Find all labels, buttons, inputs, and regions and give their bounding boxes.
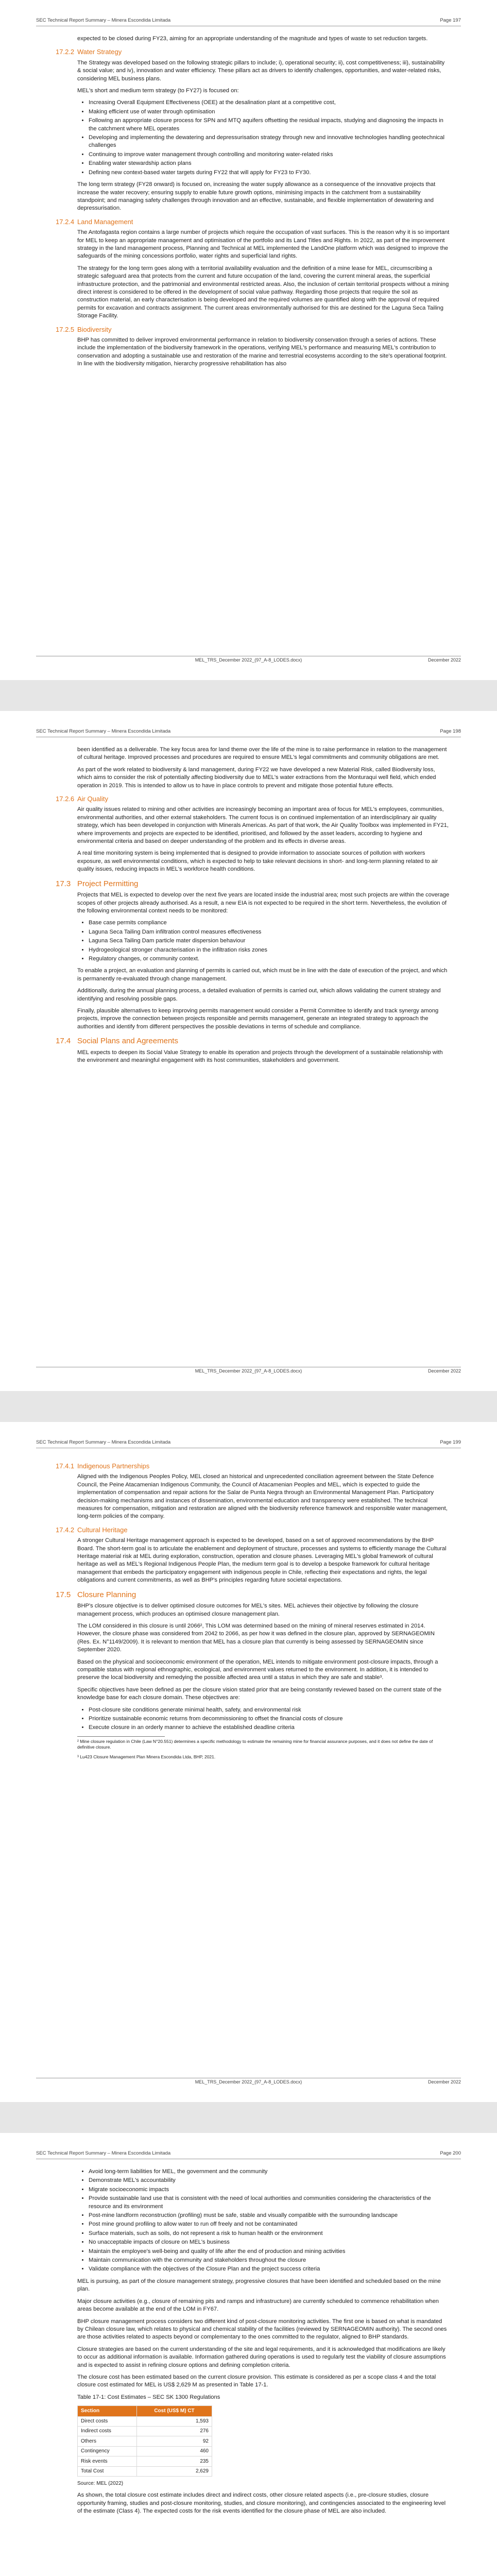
paragraph: The strategy for the long term goes along with a territorial availability evaluation and the definition of a mine lease for MEL, circumscribing a strategic safeguard area that protects from the current and future occupation of the land, covering the current mineral areas, the superficial infrastructure protection, and the patrimonial and environmental restricted areas. Also, the inclusion of certain territorial prospects without a mining direct interest is considered to be offered in the development of social value pathway. Regarding those projects that require the soil as construction material, an early characterisation is being developed and the required volumes are quantified along with the approval of required permits for excavation and contracts assignment. The current areas environmentally authorised for this are destined for the Laguna Seca Tailing Storage Facility. [77,265,449,319]
section-number: 17.4.1 [56,1462,75,1470]
header-title: SEC Technical Report Summary – Minera Escondida Limitada [36,728,171,734]
footnote-rule [77,1736,165,1737]
section-number: 17.2.5 [56,325,75,333]
table-cell-cost: 1,593 [136,2416,212,2426]
section-title: Air Quality [77,795,108,803]
bullet-item: • No unacceptable impacts of closure on MEL's business [89,2239,450,2246]
paragraph: MEL expects to deepen its Social Value Strategy to enable its operation and projects through the development of a sustainable relationship with the environment and meaningful engagement with its host communities, stakeholders and government. [77,1049,443,1063]
bullet-item: • Hydrogeological stronger characterisation in the infiltration risks zones [89,946,450,954]
section-heading [56,880,450,888]
table-cell-cost: 92 [136,2436,212,2446]
paragraph: Based on the physical and socioeconomic environment of the operation, MEL intends to mitigate environment post-closure impacts, through a compatible status with regional ethnographic, ecological, and environment values returned to the environment. In addition, it is intended to preserve the local biodiversity and remedying the possible affected area until a status in which they are safe and stable³. [77,1658,438,1681]
page-header [36,1439,461,1447]
paragraph: A stronger Cultural Heritage management approach is expected to be developed, based on a set of approved recommendations by the BHP Board. The short-term goal is to articulate the enablement and deployment of structure, processes and systems to efficiently manage the Cultural Heritage material risk at MEL during exploration, construction, operation and closure phases. Leveraging MEL's global framework of cultural heritage as well as MEL's Regional Indigenous People Plan, the medium term goal is to develop a bespoke framework for cultural heritage management that embeds the participatory engagement with indigenous people in Chile, reflecting their expectations and rights, the legal obligations and current commitments, as well as BHP's principles regarding future societal expectations. [77,1537,447,1584]
paragraph: Projects that MEL is expected to develop over the next five years are located inside the industrial area; most such projects are within the coverage scopes of other projects already authorised. As a result, a new EIA is not expected to be required in the short term. Nevertheless, the evolution of the following environmental context needs to be monitored: [77,892,450,914]
footer-date: December 2022 [427,1368,461,1374]
bullet-item: • Demonstrate MEL's accountability [89,2177,450,2184]
paragraph: As part of the work related to biodiversity & land management, during FY22 we have developed a new Material Risk, called Biodiversity loss, which aims to consider the risk of potentially affecting biodiversity due to MEL's water extractions from the Monturaqui well field, which ended operation in 2019. This is intended to allow us to have in place controls to prevent and mitigate those potential future effects. [77,766,436,789]
bullet-item: • Following an appropriate closure process for SPN and MTQ aquifers offsetting the residual impacts, studying and diagnosing the impacts in the catchment where MEL operates [89,117,450,133]
bullet-item: • Maintain the employee's well-being and quality of life after the end of production and mining activities [89,2248,450,2256]
bullet-item: • Avoid long-term liabilities for MEL, the government and the community [89,2168,450,2176]
section-number: 17.4.2 [56,1526,75,1534]
section-number: 17.3 [56,879,71,888]
header-title: SEC Technical Report Summary – Minera Escondida Limitada [36,2150,171,2156]
paragraph: Aligned with the Indigenous Peoples Policy, MEL closed an historical and unprecedented conciliation agreement between the State Defence Council, the Peine Atacamenian Indigenous Community, the Council of Atacamenian Peoples and MEL, which is expected to guide the implementation of compensation and repair actions for the Salar de Punta Negra through an Environmental Management Plan. Participatory decision-making mechanisms and instances of dissemination, environmental education and transparency were established. The technical measures for compensation, mitigation and restoration are aligned with the biodiversity reference framework and responsible water management, long-term policies of the company. [77,1473,448,1520]
paragraph: Air quality issues related to mining and other activities are increasingly becoming an important area of focus for MEL's employees, communities, environmental authorities, and other external stakeholders. The current focus is on continued implementation of an interdisciplinary air quality strategy, which has been developed in conjunction with Minerals Americas. As part of that work, the Air Quality Toolbox was implemented in FY21, where improvements and projects are expected to be identified, prioritised, and followed by the asset leaders, according to hygiene and environmental criteria and based on deeper understanding of the problem and its effects in diverse areas. [77,806,449,845]
page-footer [36,1368,461,1376]
footer-filename: MEL_TRS_December 2022_(97_A-8_LODES.docx) [195,2079,302,2084]
page-body [56,746,450,1069]
bullet-item: • Making efficient use of water through optimisation [89,108,450,116]
section-heading [56,1591,450,1599]
bullet-item: • Provide sustainable land use that is consistent with the need of local authorities and communities considering the characteristics of the resource and its environment [89,2195,450,2211]
table-cell-section: Indirect costs [78,2426,137,2436]
section-title: Land Management [77,217,133,226]
page-header [36,18,461,25]
table-cell-cost: 276 [136,2426,212,2436]
page-number: Page 197 [440,18,461,23]
paragraph: To enable a project, an evaluation and planning of permits is carried out, which must be in line with the date of execution of the project, and which is permanently re-evaluated through change management. [77,968,448,982]
section-title: Biodiversity [77,325,112,333]
footnote: ² Mine closure regulation in Chile (Law N°20.551) determines a specific methodology to estimate the remaining mine for financial assurance purposes, and it does not define the date of definitive closure. [77,1738,433,1750]
section-title: Cultural Heritage [77,1526,128,1534]
bullet-item: • Increasing Overall Equipment Effectiveness (OEE) at the desalination plant at a competitive cost, [89,99,450,107]
bullet-item: • Migrate socioeconomic impacts [89,2186,450,2194]
bullet-item: • Post-closure site conditions generate minimal health, safety, and environmental risk [89,1706,450,1714]
table-cell-section: Direct costs [78,2416,137,2426]
paragraph: The Strategy was developed based on the following strategic pillars to include; i), operational security; ii), cost competitiveness; iii), sustainability & social value; and iv), innovation and water efficiency. These pillars act as drivers to identify challenges, opportunities, and water-related risks, considering MEL business plans. [77,59,445,82]
section-heading [56,218,450,226]
total-label: Total Cost [78,2466,137,2476]
section-title: Social Plans and Agreements [77,1037,178,1046]
header-title: SEC Technical Report Summary – Minera Escondida Limitada [36,18,171,23]
page-body [77,2168,450,2520]
page-body [56,1457,450,1764]
table-cell-section: Risk events [78,2456,137,2466]
page-number: Page 198 [440,728,461,734]
bullet-item: • Regulatory changes, or community context. [89,955,450,963]
column-header-cost: Cost (US$ M) CT [136,2406,212,2416]
page-body [56,35,450,372]
paragraph: been identified as a deliverable. The key focus area for land theme over the life of the mine is to raise performance in relation to the management of cultural heritage. Improved processes and procedures are required to ensure MEL's legal commitments and community obligations are met. [77,747,447,761]
section-number: 17.2.6 [56,795,75,803]
bullet-item: • Base case permits compliance [89,919,450,927]
section-heading [56,1462,450,1470]
paragraph: The Antofagasta region contains a large number of projects which require the occupation of vast surfaces. This is the reason why it is so important for MEL to keep an appropriate management and optimisation of the portfolio and its Land Titles and Rights. In 2022, as part of the improvement strategy in the land management process, Planning and Technical at MEL implemented the LandOne platform which was designed to improve the safeguards of the mining concessions portfolio, water rights and superficial land rights. [77,229,450,260]
footer-filename: MEL_TRS_December 2022_(97_A-8_LODES.docx) [195,1368,302,1374]
page-4 [0,2133,497,2576]
table-row [78,2446,212,2456]
bullet-list [77,1706,450,1732]
page-number: Page 200 [440,2150,461,2156]
paragraph: The LOM considered in this closure is until 2066², This LOM was determined based on the mining of mineral reserves estimated in 2014. However, the closure phase was considered from 2042 to 2066, as per how it was defined in the closure plan, approved by SERNAGEOMIN (Res. Ex. N°1149/2009). It is relevant to mention that MEL has a closure plan that currently is being assessed by SERNAGEOMIN since September 2020. [77,1622,435,1653]
bullet-list [77,2168,450,2274]
bullet-list [77,99,450,177]
table-source: Source: MEL (2022) [77,2481,124,2486]
paragraph: A real time monitoring system is being implemented that is designed to provide information to associate sources of pollution with workers exposure, as well environmental conditions, which is expected to help to take relevant decisions in short- and long-term planning related to air quality issues, reducing impacts in MEL's workforce health conditions. [77,850,438,873]
table-cell-cost: 235 [136,2456,212,2466]
table-cell-section: Others [78,2436,137,2446]
paragraph: The long term strategy (FY28 onward) is focused on, increasing the water supply allowance as a consequence of the innovative projects that increase the water recovery; ensuring supply to enable future growth options, minimising impacts in the catchment from a sustainability standpoint; and managing safety challenges through innovation and an effective, sustainable, and flexible implementation of dewatering and depressurisation. [77,181,436,212]
section-number: 17.2.4 [56,217,75,226]
bullet-item: • Continuing to improve water management through controlling and monitoring water-related risks [89,151,450,159]
bullet-item: • Developing and implementing the dewatering and depressurisation strategy through new and innovative technologies handling geotechnical challenges [89,134,450,150]
section-number: 17.5 [56,1590,71,1599]
bullet-item: • Laguna Seca Tailing Dam particle mater dispersion behaviour [89,937,450,945]
table-header-row [78,2406,212,2416]
section-title: Closure Planning [77,1590,136,1599]
bullet-item: • Validate compliance with the objectives of the Closure Plan and the project success criteria [89,2265,450,2273]
paragraph: BHP closure management process considers two different kind of post-closure monitoring activities. The first one is based on what is mandated by Chilean closure law, which relates to physical and chemical stability of the facilities (reviewed by SERNAGEOMIN authority). The second ones are those activities related to aspects beyond or complementary to the ones committed to the regulator, aligned to BHP standards. [77,2318,447,2341]
table-row [78,2416,212,2426]
bullet-item: • Defining new context-based water targets during FY22 that will apply for FY23 to FY30. [89,169,450,177]
page-number: Page 199 [440,1439,461,1445]
section-title: Project Permitting [77,879,139,888]
section-heading [56,1037,450,1045]
paragraph: BHP has committed to deliver improved environmental performance in relation to biodiversity conservation through a series of actions. These include the implementation of the biodiversity framework in the operations, verifying MEL's performance and measuring MEL's contribution to conservation and adopting a sustainable use and restoration of the marine and terrestrial ecosystems according to the site's operational footprint. In line with the biodiversity mitigation, hierarchy progressive rehabilitation has also [77,337,447,367]
paragraph: Finally, plausible alternatives to keep improving permits management would consider a Permit Committee to identify and track synergy among projects, improve the connection between projects responsible and permits management, generate an integrated strategy to approach the authorities and identify from different perspectives the possible deviations in terms of schedule and compliance. [77,1007,439,1030]
table-cell-section: Contingency [78,2446,137,2456]
table-caption: Table 17-1: Cost Estimates – SEC SK 1300 Regulations [77,2394,220,2400]
footer-filename: MEL_TRS_December 2022_(97_A-8_LODES.docx) [195,657,302,663]
paragraph: Closure strategies are based on the current understanding of the site and legal requirements, and it is acknowledged that modifications are likely to occur as additional information is available. Information gathered during operations is used to regularly test the viability of closure assumptions and is expected to assist in refining closure options and defining completion criteria. [77,2346,446,2368]
page-2 [0,711,497,1391]
footnote: ³ Lu423 Closure Management Plan Minera Escondida Ltda, BHP, 2021. [77,1754,216,1759]
page-footer [36,657,461,665]
page-footer [36,2079,461,2087]
footer-date: December 2022 [427,657,461,663]
section-heading [56,326,450,333]
paragraph: expected to be closed during FY23, aiming for an appropriate understanding of the magnitude and types of waste to set reduction targets. [77,36,428,42]
section-title: Indigenous Partnerships [77,1462,150,1470]
bullet-item: • Prioritize sustainable economic returns from decommissioning to offset the financial costs of closure [89,1715,450,1723]
table-row [78,2426,212,2436]
section-heading [56,48,450,56]
table-cell-cost: 460 [136,2446,212,2456]
section-heading [56,795,450,803]
bullet-item: • Laguna Seca Tailing Dam infiltration control measures effectiveness [89,928,450,936]
bullet-item: • Enabling water stewardship action plans [89,160,450,167]
table-total-row [78,2466,212,2476]
page-header [36,2150,461,2158]
paragraph: Major closure activities (e.g., closure of remaining pits and ramps and infrastructure) are currently scheduled to commence rehabilitation when areas become available at the end of the LOM in FY67. [77,2298,439,2313]
paragraph: As shown, the total closure cost estimate includes direct and indirect costs, other closure related aspects (i.e., pre-closure studies, closure opportunity framing, studies and post-closure monitoring, studies, and closure monitoring), and contingencies associated to the engineering level of the estimate (Class 4). The expected costs for the risk events identified for the closure phase of MEL are also included. [77,2492,446,2515]
table-row [78,2436,212,2446]
paragraph: MEL is pursuing, as part of the closure management strategy, progressive closures that have been identified and scheduled based on the mine plan. [77,2278,441,2293]
section-title: Water Strategy [77,48,122,56]
paragraph: MEL's short and medium term strategy (to FY27) is focused on: [77,88,239,94]
page-3 [0,1422,497,2102]
bullet-item: • Maintain communication with the community and stakeholders throughout the closure [89,2257,450,2264]
section-number: 17.4 [56,1037,71,1046]
bullet-item: • Execute closure in an orderly manner to achieve the established deadline criteria [89,1724,450,1732]
section-number: 17.2.2 [56,48,75,56]
total-value: 2,629 [136,2466,212,2476]
bullet-item: • Post-mine landform reconstruction (profiling) must be safe, stable and visually compatible with the surrounding landscape [89,2212,450,2219]
header-title: SEC Technical Report Summary – Minera Escondida Limitada [36,1439,171,1445]
table-row [78,2456,212,2466]
paragraph: Additionally, during the annual planning process, a detailed evaluation of permits is carried out, which allows validating the current strategy and identifying and resolving possible gaps. [77,988,441,1002]
paragraph: Specific objectives have been defined as per the closure vision stated prior that are being constantly reviewed based on the current state of the knowledge base for each closure domain. These objectives are: [77,1686,442,1701]
paragraph: The closure cost has been estimated based on the current closure provision. This estimate is considered as per a scope class 4 and the total closure cost estimated for MEL is US$ 2,629 M as presented in Table 17-1. [77,2374,436,2388]
bullet-item: • Surface materials, such as soils, do not represent a risk to human health or the environment [89,2230,450,2238]
page-header [36,728,461,736]
section-heading [56,1526,450,1534]
bullet-list [77,919,450,963]
paragraph: BHP's closure objective is to deliver optimised closure outcomes for MEL's sites. MEL achieves their objective by following the closure management process, which produces an optimised closure management plan. [77,1603,419,1617]
cost-estimate-table [77,2405,212,2477]
footer-date: December 2022 [427,2079,461,2084]
bullet-item: • Post mine ground profiling to allow water to run off freely and not be contaminated [89,2221,450,2228]
page-1 [0,0,497,680]
column-header-section: Section [78,2406,137,2416]
